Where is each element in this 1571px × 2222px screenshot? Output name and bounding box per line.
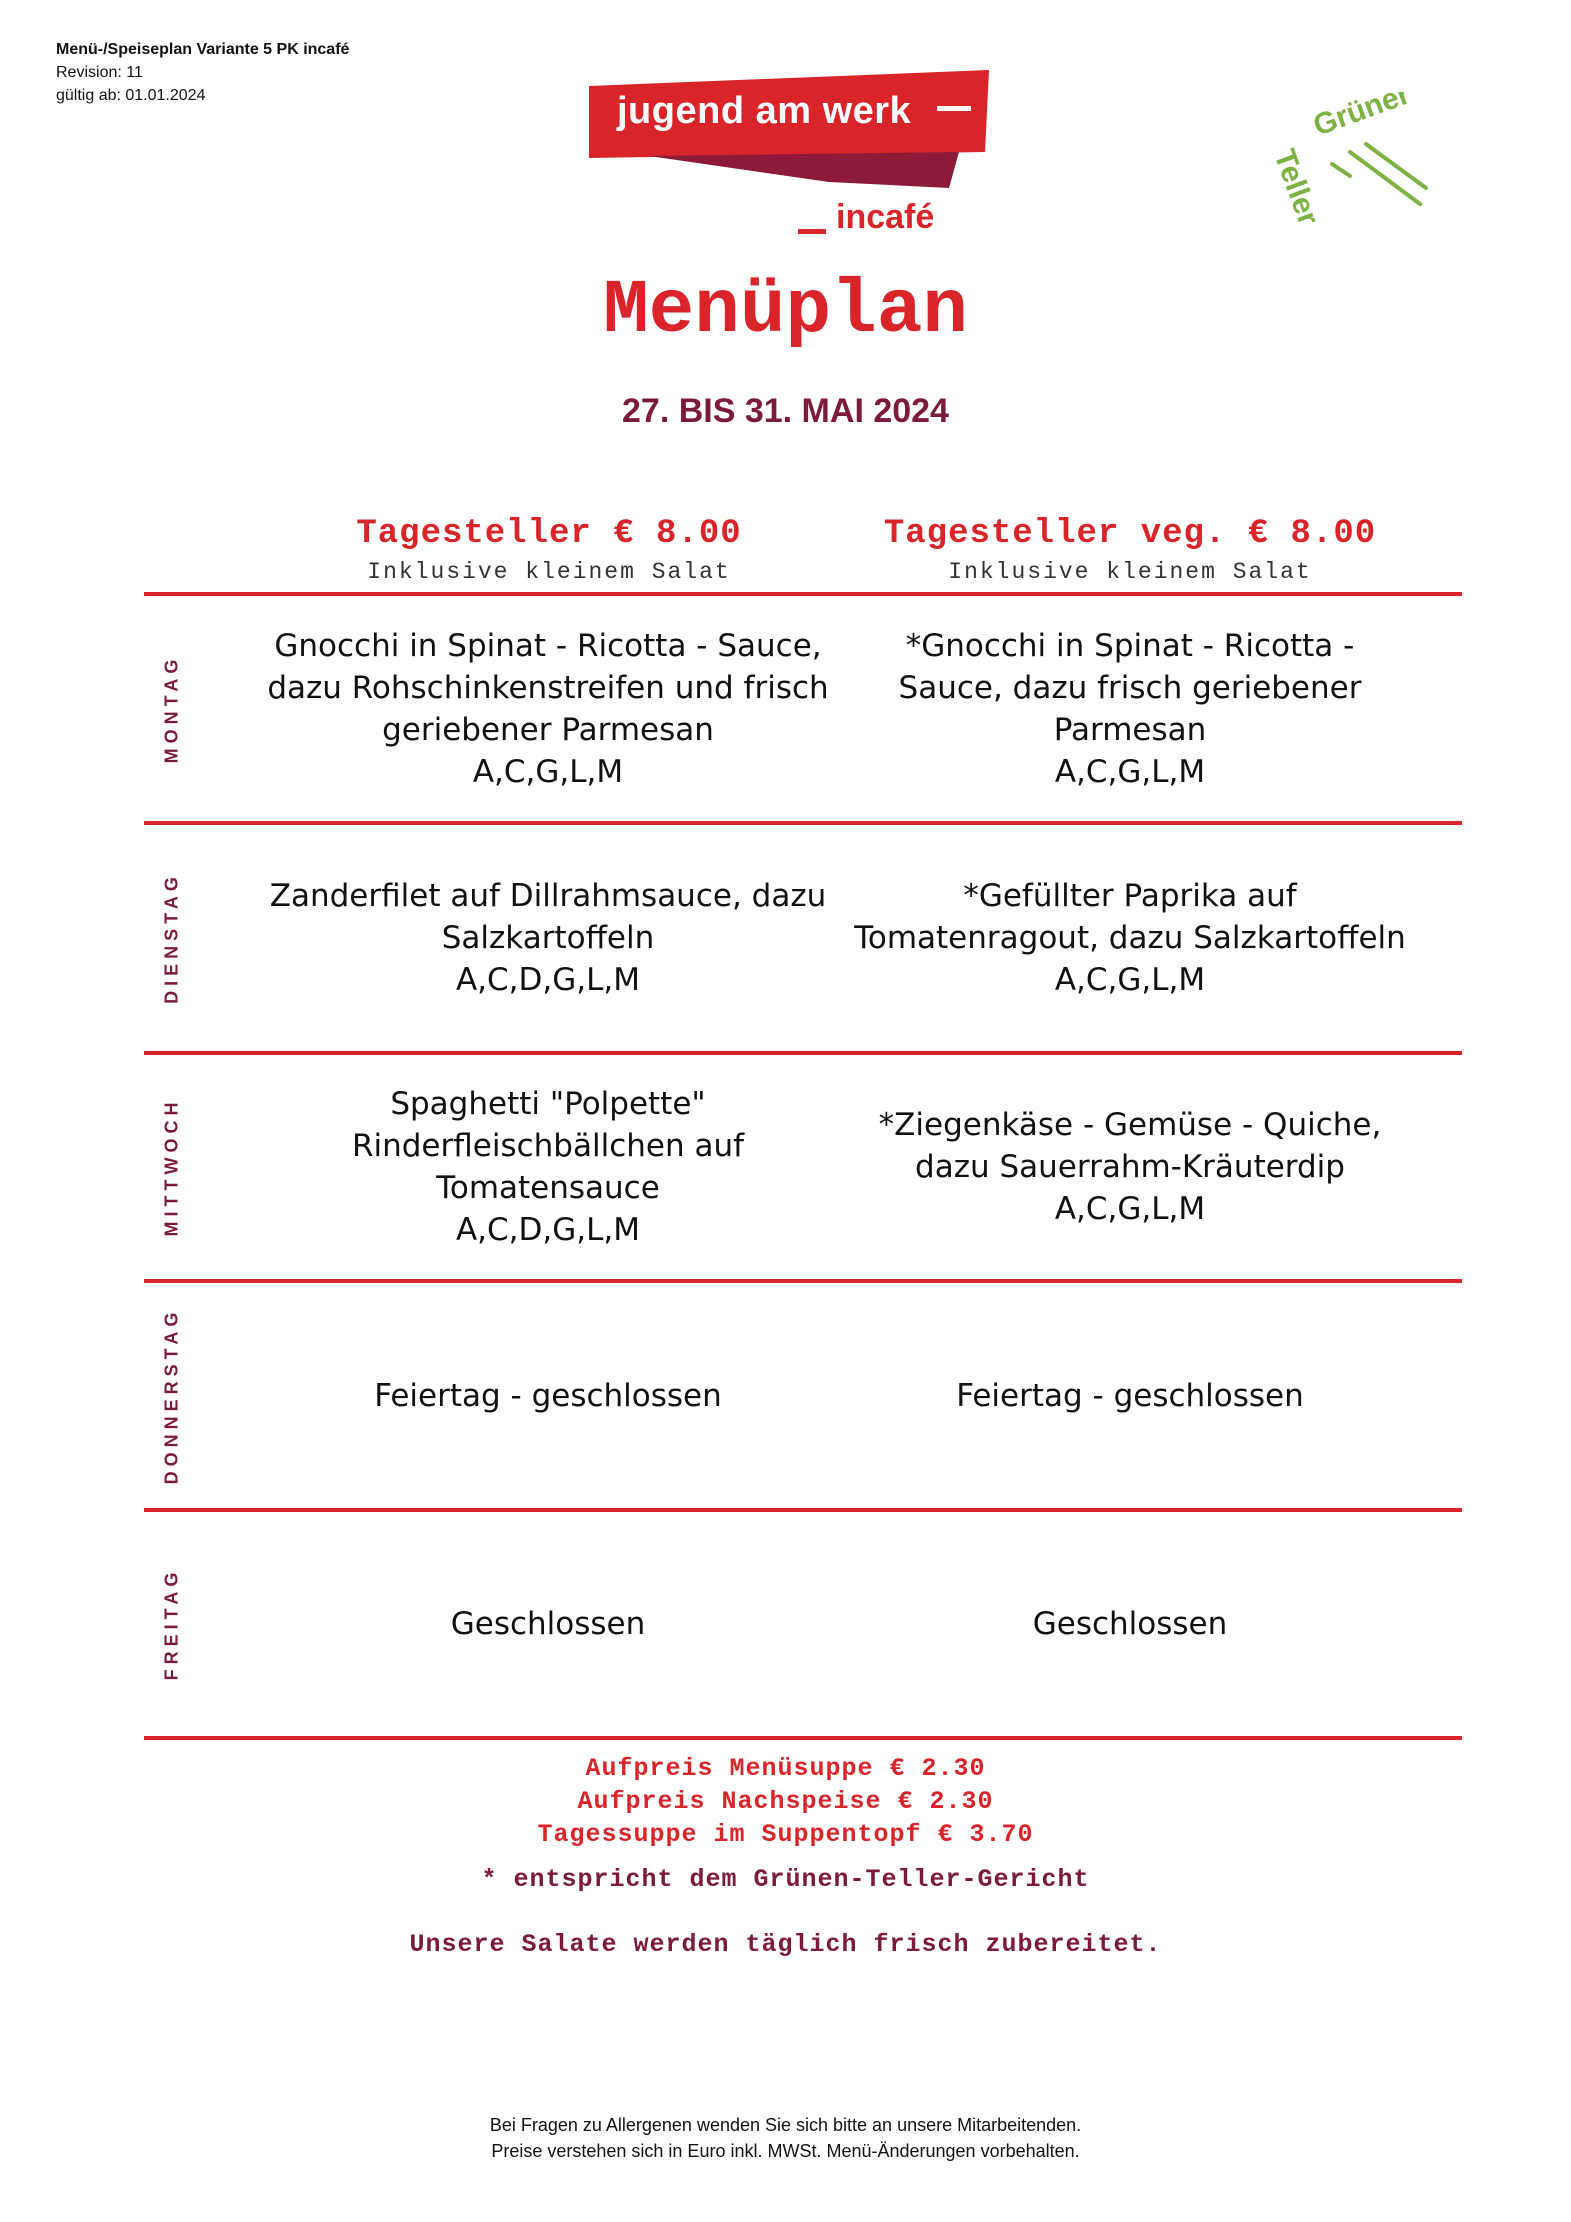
day-label: FREITAG [161,1567,182,1681]
document-meta [56,38,349,107]
gt-logo-word1: Grüner [1309,92,1415,143]
allergen-codes: A,C,G,L,M [1054,753,1206,790]
gruener-teller-logo [1270,92,1440,232]
column-title: Tagesteller veg. € 8.00 [883,515,1377,553]
surcharge-list [0,1752,1571,1851]
valid-from-label: gültig ab: 01.01.2024 [56,87,206,104]
surcharge-item: Tagessuppe im Suppentopf € 3.70 [537,1820,1034,1849]
dish-vegetarian: *Gnocchi in Spinat - Ricotta - Sauce, dazu frisch geriebener Parmesan A,C,G,L,M [840,596,1420,821]
allergen-codes: A,C,G,L,M [1054,962,1206,998]
allergen-codes: A,C,G,L,M [472,753,624,790]
fine-print [0,2112,1571,2164]
allergen-codes: A,C,D,G,L,M [455,962,641,998]
dish-vegetarian: Feiertag - geschlossen [956,1377,1304,1414]
cutlery-icon [1332,144,1426,204]
surcharge-item: Aufpreis Nachspeise € 2.30 [577,1787,994,1816]
allergen-codes: A,C,G,L,M [1054,1191,1206,1227]
logo-text: jugend am werk [617,90,912,132]
dish-regular: Zanderfilet auf Dillrahmsauce, dazu Salzkartoffeln A,C,D,G,L,M [258,825,838,1051]
price-note: Preise verstehen sich in Euro inkl. MWSt. Menü-Änderungen vorbehalten. [491,2141,1080,2161]
day-row-tuesday [144,825,1462,1051]
dish-regular: Gnocchi in Spinat - Ricotta - Sauce, dazu Rohschinkenstreifen und frisch geriebener Parmesan A,C,G,L,M [258,596,838,821]
day-row-wednesday [144,1055,1462,1279]
date-range: 27. BIS 31. MAI 2024 [622,392,949,430]
day-label: DIENSTAG [161,872,182,1004]
day-row-friday [144,1512,1462,1736]
surcharge-item: Aufpreis Menüsuppe € 2.30 [585,1754,986,1783]
column-title: Tagesteller € 8.00 [356,515,742,553]
logo-underscore [937,106,971,111]
column-header-regular [259,515,839,585]
column-subtitle: Inklusive kleinem Salat [948,559,1312,585]
revision-label: Revision: 11 [56,64,143,81]
day-label: DONNERSTAG [161,1307,182,1484]
dish-regular: Feiertag - geschlossen [374,1377,722,1414]
dish-regular: Geschlossen [450,1606,646,1642]
incafe-label: incafé [836,198,935,236]
salad-note: Unsere Salate werden täglich frisch zubereitet. [409,1930,1162,1959]
allergen-codes: A,C,D,G,L,M [455,1212,641,1248]
dish-vegetarian: Geschlossen [1032,1606,1228,1642]
gt-logo-word2: Teller [1270,145,1326,230]
jugend-am-werk-logo [589,70,989,162]
day-row-monday [144,596,1462,821]
column-subtitle: Inklusive kleinem Salat [367,559,731,585]
day-row-thursday [144,1283,1462,1508]
divider [144,1736,1462,1740]
day-label: MITTWOCH [161,1097,182,1237]
dish-vegetarian: *Ziegenkäse - Gemüse - Quiche, dazu Sauerrahm-Kräuterdip A,C,G,L,M [840,1055,1420,1279]
dish-regular: Spaghetti "Polpette" Rinderfleischbällchen auf Tomatensauce A,C,D,G,L,M [258,1055,838,1279]
column-header-vegetarian [840,515,1420,585]
allergen-note: Bei Fragen zu Allergenen wenden Sie sich bitte an unsere Mitarbeitenden. [489,2115,1082,2135]
dish-vegetarian: *Gefüllter Paprika auf Tomatenragout, dazu Salzkartoffeln A,C,G,L,M [840,825,1420,1051]
page-title: Menüplan [603,268,968,354]
gruener-teller-note: * entspricht dem Grünen-Teller-Gericht [481,1865,1090,1894]
document-title: Menü-/Speiseplan Variante 5 PK incafé [56,41,350,58]
day-label: MONTAG [161,654,182,763]
